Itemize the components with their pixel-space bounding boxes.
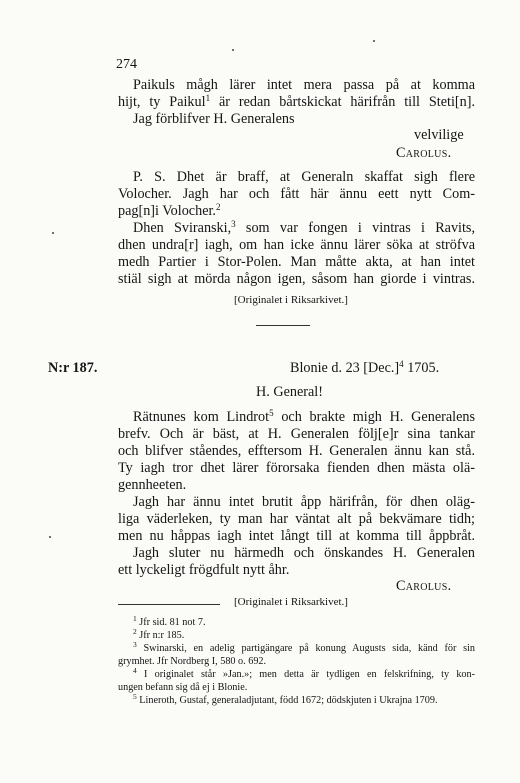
salutation: H. General! [256,384,323,400]
signature: Carolus. [396,145,452,161]
footnote: grymhet. Jfr Nordberg I, 580 o. 692. [118,656,267,667]
ps-line: medh Partier i Stor-Polen. Man måtte akta, at han intet [118,254,475,270]
scan-speck [49,536,51,538]
ps-line: stiäl sigh at mörda någon igen, såsom han giorde i vintras. [118,271,475,287]
footnote-mark: 1 [205,93,211,103]
body-line: och blifver ståendes, efftersom H. Generalen ännu kan stå. [118,443,475,459]
body-line: liga väderleken, ty man har väntat alt på bekvämare tidh; [118,511,475,527]
body-line: gennheeten. [118,477,187,493]
footnote-mark: 2 [133,627,137,636]
text-span: pag[n]i Volocher. [118,203,216,219]
footnote-mark: 4 [399,359,404,369]
footnote-text: Lineroth, Gustaf, generaladjutant, född 1672; dödskjuten i Ukrajna 1709. [139,695,438,706]
footnote-divider [118,604,220,605]
footnote [133,666,476,681]
body-line: Ty iagh tror dhet lärer förorsaka fienden dhen mästa olä- [118,460,475,476]
ps-line [133,220,475,236]
footnote-text: Swinarski, en adelig partigängare på konung Augusts sida, känd för sin [143,643,475,654]
footnote-mark: 5 [133,692,137,701]
body-line: Jag förblifver H. Generalens [133,111,295,127]
footnote-text: Jfr sid. 81 not 7. [139,617,206,628]
ps-line: dhen undra[r] iagh, om han icke ännu lärer söka at ströfva [118,237,475,253]
ps-line [118,203,220,219]
scan-speck [373,40,375,42]
footnote-mark: 2 [215,202,221,212]
footnote-text: I originalet står »Jan.»; men detta är tydligen en felskrifning, ty kon- [144,669,476,680]
footnote [133,692,438,707]
body-line: Jagh har ännu intet brutit åpp härifrån, för dhen oläg- [133,494,475,510]
text-span: Rätnunes kom Lindrot [133,409,270,425]
footnote [133,614,206,629]
footnote-mark: 5 [269,408,274,418]
text-span: är redan bårtskickat härifrån till Steti[n]. [210,94,475,110]
text-span: hijt, ty Paikul [118,94,206,110]
footnote [133,640,475,655]
ps-line: P. S. Dhet är braff, at Generaln skaffat sigh flere [133,169,475,185]
body-line [133,409,475,425]
scan-speck [52,232,54,234]
body-line: men nu håppas iagh intet långt till at komma till åppbråt. [118,528,475,544]
section-divider [256,325,310,326]
text-span: 1705. [403,360,440,376]
letter-number: N:r 187. [48,360,98,376]
footnote-mark: 4 [133,666,137,675]
footnote-mark: 3 [231,219,236,229]
footnote: ungen befann sig då ej i Blonie. [118,682,248,693]
body-line: ett lyckeligt frögdfult nytt åhr. [118,562,290,578]
body-line: Jagh sluter nu härmedh och önskandes H. Generalen [133,545,475,561]
closing-phrase: velvilige [414,127,464,143]
place-date [290,360,439,376]
ps-line: Volocher. Jagh har och fått här ännu eett nytt Com- [118,186,475,202]
body-line: Paikuls mågh lärer intet mera passa på at komma [133,77,475,93]
body-line [118,94,475,110]
text-span: som var fongen i vintras i Ravits, [235,220,475,236]
source-note: [Originalet i Riksarkivet.] [234,294,348,306]
page-number: 274 [116,57,137,72]
source-note: [Originalet i Riksarkivet.] [234,596,348,608]
footnote-text: Jfr n:r 185. [139,630,185,641]
text-span: Dhen Sviranski, [133,220,232,236]
text-span: Blonie d. 23 [Dec.] [290,360,400,376]
text-span: och brakte migh H. Generalens [273,409,475,425]
signature: Carolus. [396,578,452,594]
body-line: brefv. Och är bäst, at H. Generalen följ[e]r sina tankar [118,426,475,442]
footnote-mark: 1 [133,614,137,623]
footnote [133,627,185,642]
footnote-mark: 3 [133,640,137,649]
scan-speck [232,49,234,51]
